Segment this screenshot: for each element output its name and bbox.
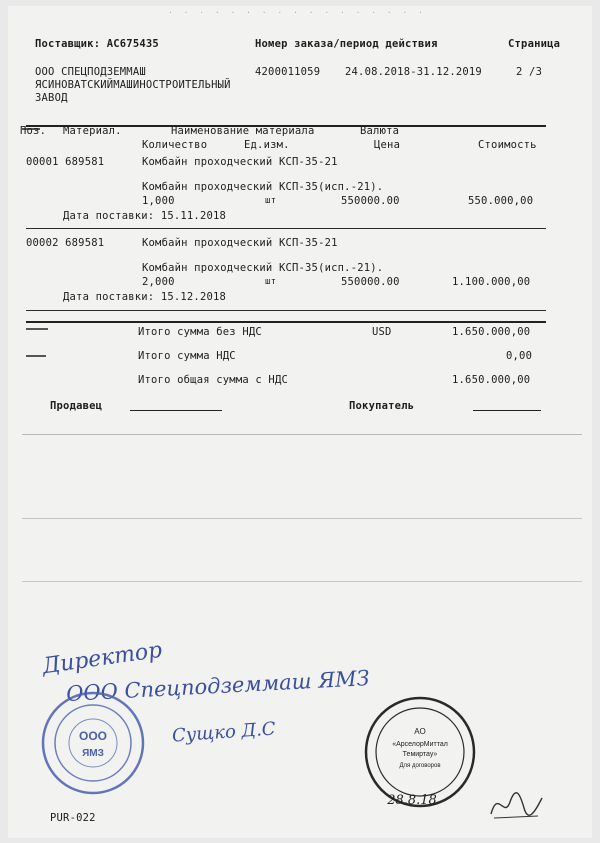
- supplier-name-line2: ЯСИНОВАТСКИЙМАШИНОСТРОИТЕЛЬНЫЙ: [35, 79, 231, 91]
- total-without-vat: 1.650.000,00: [452, 326, 531, 338]
- item-unit: шт: [265, 277, 277, 287]
- col-material-name: Наименование материала: [171, 125, 315, 137]
- stamp-left-sub: ЯМЗ: [82, 748, 104, 759]
- order-label: Номер заказа/период действия: [255, 38, 438, 50]
- item-unit: шт: [265, 196, 277, 206]
- seller-label: Продавец: [50, 400, 103, 412]
- buyer-signature-line: [473, 410, 541, 411]
- scan-artifact: · · · · · · · · · · · · · · · · ·: [168, 8, 426, 17]
- totals-rule-double: [26, 321, 546, 323]
- col-quantity: Количество: [142, 139, 208, 151]
- scan-artifact: [26, 328, 48, 330]
- total-with-vat: 1.650.000,00: [452, 374, 531, 386]
- supplier-label: Поставщик: АС675435: [35, 38, 159, 50]
- page-label: Страница: [508, 38, 561, 50]
- item-cost: 1.100.000,00: [452, 276, 531, 288]
- item-quantity: 2,000: [142, 276, 175, 288]
- item-description: Комбайн проходческий КСП-35(исп.-21).: [142, 262, 384, 274]
- total-without-vat-label: Итого сумма без НДС: [138, 326, 262, 338]
- scan-artifact: [22, 434, 582, 435]
- total-currency: USD: [372, 326, 392, 338]
- company-stamp-left: [38, 688, 148, 798]
- item-delivery-date: Дата поставки: 15.12.2018: [63, 291, 227, 303]
- item-price: 550000.00: [341, 195, 400, 207]
- page-number: 2 /3: [516, 66, 543, 78]
- item-description: Комбайн проходческий КСП-35(исп.-21).: [142, 181, 384, 193]
- total-vat: 0,00: [506, 350, 533, 362]
- row-divider: [26, 228, 546, 229]
- item-quantity: 1,000: [142, 195, 175, 207]
- total-vat-label: Итого сумма НДС: [138, 350, 236, 362]
- col-currency: Валюта: [360, 125, 400, 137]
- stamp-right-line1: АО: [414, 727, 426, 736]
- stamp-right-line4: Для договоров: [399, 763, 441, 769]
- item-name: Комбайн проходческий КСП-35-21: [142, 156, 338, 168]
- totals-rule-top: [26, 310, 546, 311]
- buyer-label: Покупатель: [349, 400, 415, 412]
- item-pos-material: 00001 689581: [26, 156, 105, 168]
- col-material: Материал.: [63, 125, 122, 137]
- supplier-name-line3: ЗАВОД: [35, 92, 68, 104]
- handwritten-company: ООО Спецподземмаш ЯМЗ: [65, 666, 371, 706]
- item-name: Комбайн проходческий КСП-35-21: [142, 237, 338, 249]
- stamp-right-date: 28.8.18: [387, 793, 437, 808]
- document-page: [8, 6, 592, 838]
- item-price: 550000.00: [341, 276, 400, 288]
- company-stamp-right: [360, 692, 480, 812]
- scan-artifact: [26, 355, 46, 357]
- buyer-signature-scribble: [486, 784, 546, 824]
- scan-artifact: [22, 518, 582, 519]
- col-price: Цена: [374, 139, 401, 151]
- order-period: 24.08.2018-31.12.2019: [345, 66, 482, 78]
- col-unit: Ед.изм.: [244, 139, 290, 151]
- item-cost: 550.000,00: [468, 195, 534, 207]
- scan-artifact: [22, 581, 582, 582]
- stamp-left-center: ООО: [78, 729, 108, 743]
- order-number: 4200011059: [255, 66, 321, 78]
- handwritten-name: Сущко Д.С: [171, 718, 277, 747]
- seller-signature-line: [130, 410, 222, 411]
- total-with-vat-label: Итого общая сумма с НДС: [138, 374, 288, 386]
- handwritten-title: Директор: [40, 637, 164, 680]
- form-code: PUR-022: [50, 812, 96, 824]
- item-pos-material: 00002 689581: [26, 237, 105, 249]
- col-cost: Стоимость: [478, 139, 537, 151]
- stamp-right-line2: «АрселорМиттал: [392, 741, 448, 748]
- item-delivery-date: Дата поставки: 15.11.2018: [63, 210, 227, 222]
- col-pos: Поз.: [20, 125, 47, 137]
- supplier-name-line1: ООО СПЕЦПОДЗЕММАШ: [35, 66, 146, 78]
- stamp-right-line3: Темиртау»: [402, 751, 438, 758]
